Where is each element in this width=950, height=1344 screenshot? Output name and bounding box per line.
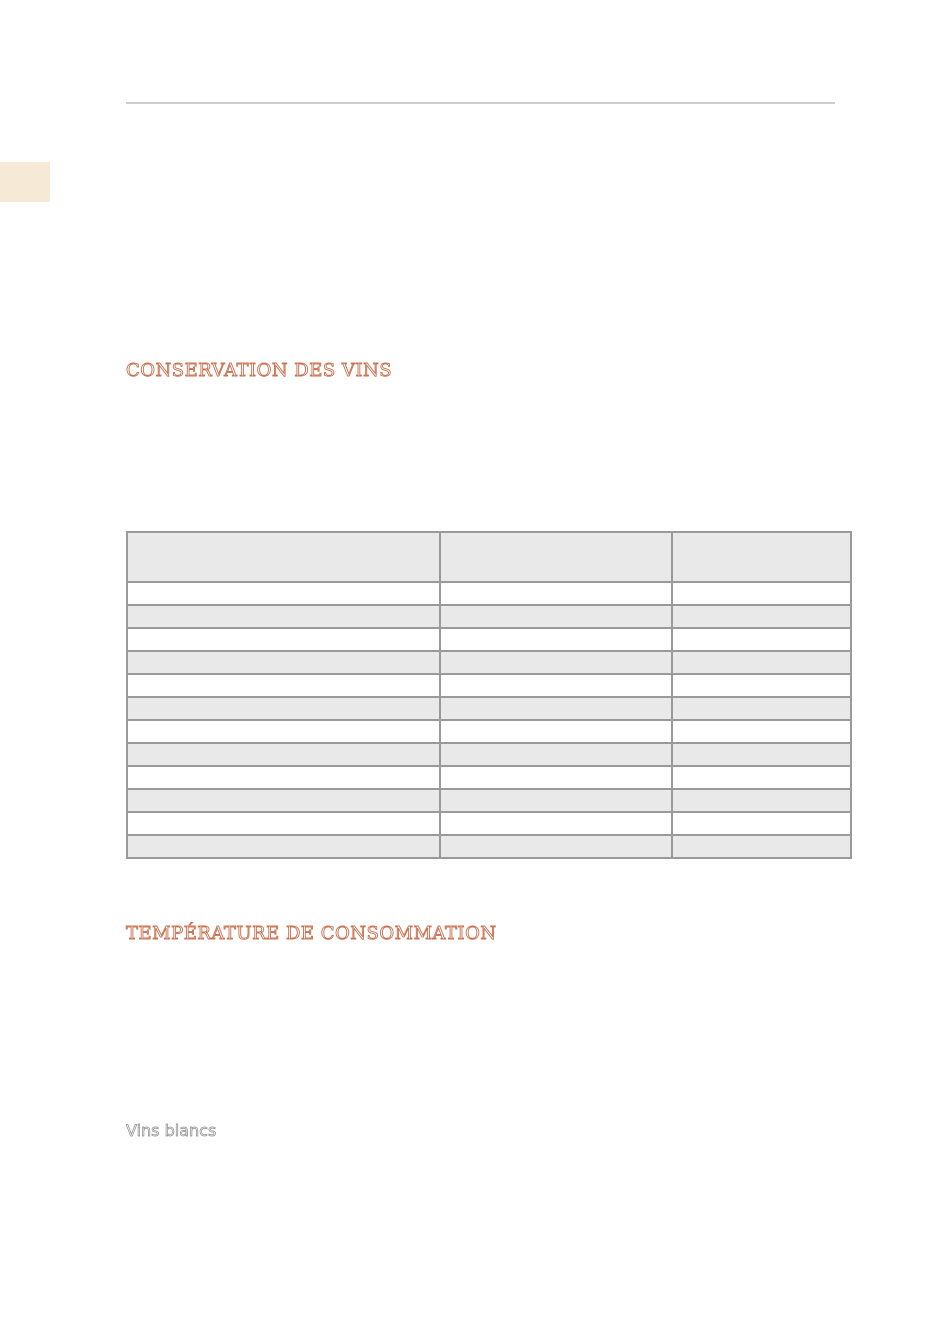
table-header-row: [127, 532, 851, 582]
table-cell: [672, 720, 851, 743]
table-cell: [440, 582, 672, 605]
subheading-white-wines: Vins blancs: [126, 1121, 217, 1140]
table-header-cell: [127, 532, 440, 582]
table-cell: [127, 743, 440, 766]
table-cell: [440, 743, 672, 766]
wine-storage-table: [126, 531, 852, 859]
table-cell: [440, 835, 672, 858]
table-cell: [127, 835, 440, 858]
table-row: [127, 720, 851, 743]
table-row: [127, 812, 851, 835]
table-cell: [127, 789, 440, 812]
table-cell: [672, 674, 851, 697]
table-cell: [672, 582, 851, 605]
table-row: [127, 697, 851, 720]
table-row: [127, 605, 851, 628]
table-row: [127, 743, 851, 766]
table-cell: [440, 789, 672, 812]
section-heading-conservation: CONSERVATION DES VINS: [126, 360, 393, 381]
table-row: [127, 674, 851, 697]
table-cell: [672, 812, 851, 835]
table-row: [127, 651, 851, 674]
table-row: [127, 582, 851, 605]
table-cell: [672, 605, 851, 628]
table-cell: [127, 628, 440, 651]
table-cell: [127, 582, 440, 605]
table-row: [127, 789, 851, 812]
table-row: [127, 835, 851, 858]
table-cell: [672, 743, 851, 766]
table-cell: [672, 697, 851, 720]
table-cell: [127, 812, 440, 835]
section-heading-temperature: TEMPÉRATURE DE CONSOMMATION: [126, 923, 497, 944]
table-cell: [127, 651, 440, 674]
table-cell: [672, 766, 851, 789]
table-cell: [672, 789, 851, 812]
table-cell: [672, 628, 851, 651]
table-cell: [440, 812, 672, 835]
table-cell: [440, 628, 672, 651]
table-cell: [127, 766, 440, 789]
table-cell: [440, 697, 672, 720]
table-header-cell: [672, 532, 851, 582]
table-cell: [127, 720, 440, 743]
table-cell: [127, 674, 440, 697]
table-cell: [440, 605, 672, 628]
table-cell: [440, 766, 672, 789]
table-row: [127, 628, 851, 651]
table-row: [127, 766, 851, 789]
table-cell: [127, 697, 440, 720]
table-cell: [440, 720, 672, 743]
table-header-cell: [440, 532, 672, 582]
table-cell: [127, 605, 440, 628]
page-tab-marker: [0, 162, 50, 202]
table-cell: [672, 651, 851, 674]
table-cell: [672, 835, 851, 858]
table-cell: [440, 651, 672, 674]
header-rule: [126, 102, 835, 104]
table-cell: [440, 674, 672, 697]
